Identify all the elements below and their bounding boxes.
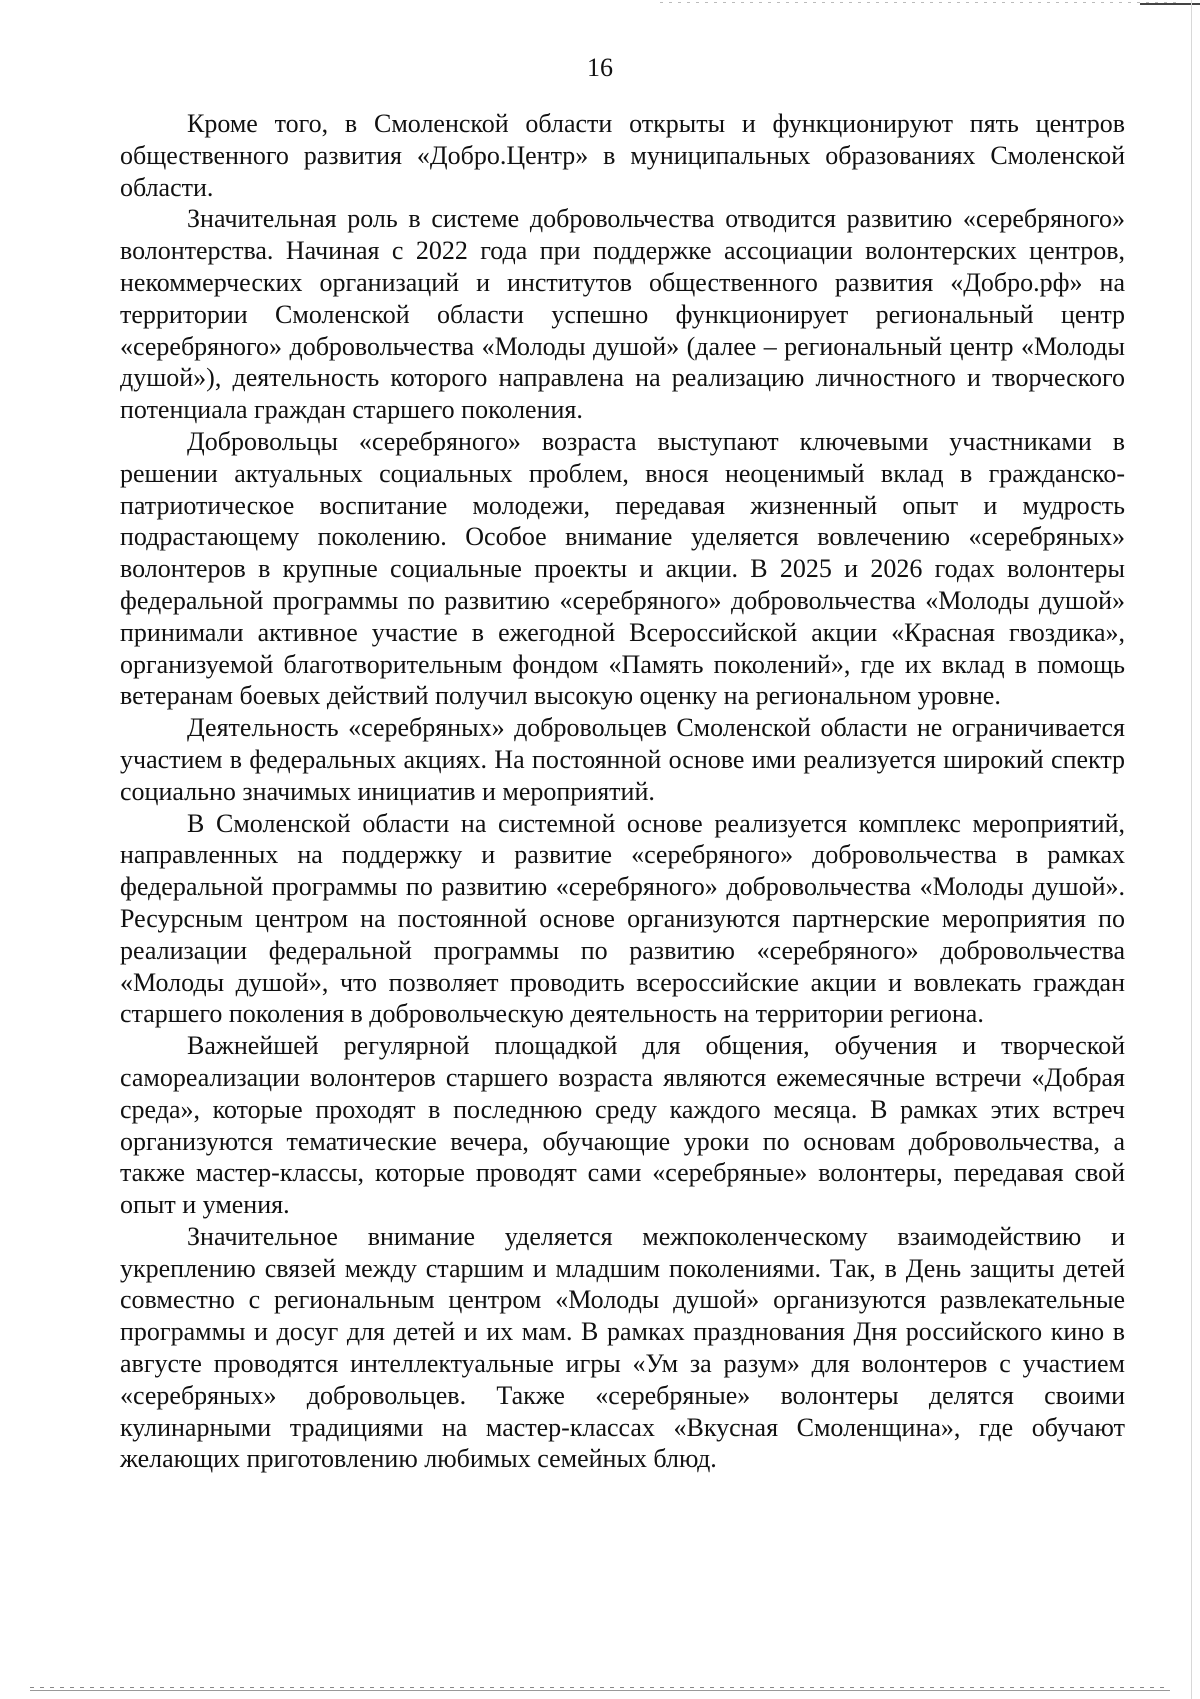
paragraph-4: Деятельность «серебряных» добровольцев Смоленской области не ограничивается участием в федеральных акциях. На постоянной основе ими реализуется широкий спектр социально значимых инициатив и мероприятий. [120, 713, 1125, 806]
paragraph-7: Значительное внимание уделяется межпоколенческому взаимодействию и укреплению связей между старшим и младшим поколениями. Так, в День защиты детей совместно с региональным центром «Молоды душой» организуются развлекательные программы и досуг для детей и их мам. В рамках празднования Дня российского кино в августе проводятся интеллектуальные игры «Ум за разум» для волонтеров с участием «серебряных» добровольцев. Также «серебряные» волонтеры делятся своими кулинарными традициями на мастер-классах «Вкусная Смоленщина», где обучают желающих приготовлению любимых семейных блюд. [120, 1221, 1125, 1474]
paragraph-6: Важнейшей регулярной площадкой для общения, обучения и творческой самореализации волонтеров старшего возраста являются ежемесячные встречи «Добрая среда», которые проходят в последнюю среду каждого месяца. В рамках этих встреч организуются тематические вечера, обучающие уроки по основам добровольчества, а также мастер-классы, которые проводят сами «серебряные» волонтеры, передавая свой опыт и умения. [120, 1031, 1125, 1220]
document-body [120, 108, 1125, 1475]
paragraph-3: Добровольцы «серебряного» возраста выступают ключевыми участниками в решении актуальных социальных проблем, внося неоценимый вклад в гражданско-патриотическое воспитание молодежи, передавая жизненный опыт и мудрость подрастающему поколению. Особое внимание уделяется вовлечению «серебряных» волонтеров в крупные социальные проекты и акции. В 2025 и 2026 годах волонтеры федеральной программы по развитию «серебряного» добровольчества «Молоды душой» принимали активное участие в ежегодной Всероссийской акции «Красная гвоздика», организуемой благотворительным фондом «Память поколений», где их вклад в помощь ветеранам боевых действий получил высокую оценку на региональном уровне. [120, 426, 1125, 711]
scan-artifact-right-edge [1191, 0, 1192, 1699]
scan-artifact-bottom-dots [30, 1687, 1170, 1688]
paragraph-5: В Смоленской области на системной основе реализуется комплекс мероприятий, направленных на поддержку и развитие «серебряного» добровольчества в рамках федеральной программы по развитию «серебряного» добровольчества «Молоды душой». Ресурсным центром на постоянной основе организуются партнерские мероприятия по реализации федеральной программы по развитию «серебряного» добровольчества «Молоды душой», что позволяет проводить всероссийские акции и вовлекать граждан старшего поколения в добровольческую деятельность на территории региона. [120, 808, 1125, 1029]
paragraph-1: Кроме того, в Смоленской области открыты и функционируют пять центров общественного развития «Добро.Центр» в муниципальных образованиях Смоленской области. [120, 109, 1125, 202]
scan-artifact-bottom-edge [30, 1690, 1170, 1691]
paragraph-2: Значительная роль в системе добровольчества отводится развитию «серебряного» волонтерства. Начиная с 2022 года при поддержке ассоциации волонтерских центров, некоммерческих организаций и институтов общественного развития «Добро.рф» на территории Смоленской области успешно функционирует региональный центр «серебряного» добровольчества «Молоды душой» (далее – региональный центр «Молоды душой»), деятельность которого направлена на реализацию личностного и творческого потенциала граждан старшего поколения. [120, 204, 1125, 425]
page-number: 16 [587, 53, 613, 82]
scan-artifact-top [660, 2, 1180, 3]
